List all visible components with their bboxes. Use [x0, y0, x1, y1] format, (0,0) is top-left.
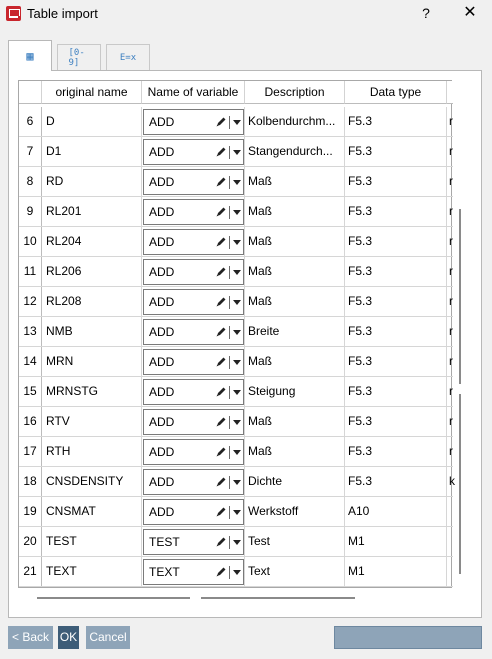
description-cell[interactable]: Text [245, 557, 345, 586]
description-cell[interactable]: Breite [245, 317, 345, 346]
chevron-down-icon[interactable] [233, 480, 241, 485]
extra-column-cell[interactable]: r [449, 444, 453, 458]
chevron-down-icon[interactable] [233, 150, 241, 155]
pencil-icon[interactable] [215, 296, 227, 308]
variable-name-value: ADD [149, 175, 175, 189]
variable-name-cell[interactable] [142, 557, 245, 586]
extra-column-cell[interactable]: r [449, 204, 453, 218]
variable-name-cell[interactable] [142, 107, 245, 136]
table-row[interactable] [19, 347, 453, 377]
data-type-cell[interactable]: M1 [345, 527, 447, 556]
combobox-separator [229, 386, 230, 399]
variable-name-combobox[interactable] [143, 139, 244, 165]
chevron-down-icon[interactable] [233, 570, 241, 575]
variable-name-value: ADD [149, 265, 175, 279]
variable-name-combobox[interactable] [143, 529, 244, 555]
variable-name-combobox[interactable] [143, 169, 244, 195]
variable-name-combobox[interactable] [143, 379, 244, 405]
description-cell[interactable]: Maß [245, 257, 345, 286]
original-name-cell[interactable]: TEST [42, 527, 142, 556]
combobox-separator [229, 416, 230, 429]
variable-name-value: ADD [149, 235, 175, 249]
data-type-cell[interactable]: F5.3 [345, 287, 447, 316]
variable-name-value: ADD [149, 145, 175, 159]
chevron-down-icon[interactable] [233, 180, 241, 185]
combobox-separator [229, 146, 230, 159]
extra-column-cell[interactable]: r [449, 144, 453, 158]
original-name-cell[interactable]: D [42, 107, 142, 136]
variable-name-value: ADD [149, 325, 175, 339]
data-type-cell[interactable]: F5.3 [345, 227, 447, 256]
table-row[interactable] [19, 377, 453, 407]
data-type-cell[interactable]: F5.3 [345, 407, 447, 436]
app-icon [6, 6, 21, 21]
header-original-name[interactable]: original name [42, 81, 142, 104]
description-cell[interactable]: Test [245, 527, 345, 556]
extra-column-cell[interactable]: r [449, 294, 453, 308]
data-type-cell[interactable]: F5.3 [345, 137, 447, 166]
variable-name-value: ADD [149, 445, 175, 459]
variable-name-combobox[interactable] [143, 469, 244, 495]
vertical-scroll-thumb-upper[interactable] [459, 209, 461, 384]
ok-button[interactable]: OK [58, 626, 79, 649]
vertical-scrollbar[interactable] [457, 104, 465, 574]
variable-name-cell[interactable] [142, 497, 245, 526]
extra-column-cell[interactable] [447, 497, 457, 526]
original-name-cell[interactable]: MRNSTG [42, 377, 142, 406]
pencil-icon[interactable] [215, 236, 227, 248]
extra-column-cell[interactable]: k [449, 474, 455, 488]
row-number: 15 [19, 377, 42, 406]
title-bar [0, 0, 492, 28]
pencil-icon[interactable] [215, 356, 227, 368]
table-row[interactable] [19, 107, 453, 137]
chevron-down-icon[interactable] [233, 270, 241, 275]
pencil-icon[interactable] [215, 326, 227, 338]
original-name-cell[interactable]: MRN [42, 347, 142, 376]
variable-name-combobox[interactable] [143, 229, 244, 255]
variable-name-combobox[interactable] [143, 259, 244, 285]
variable-name-cell[interactable] [142, 137, 245, 166]
variable-name-value: ADD [149, 385, 175, 399]
table-row[interactable] [19, 167, 453, 197]
row-number: 7 [19, 137, 42, 166]
table-row[interactable] [19, 257, 453, 287]
table-row[interactable] [19, 437, 453, 467]
chevron-down-icon[interactable] [233, 120, 241, 125]
combobox-separator [229, 266, 230, 279]
description-cell[interactable]: Werkstoff [245, 497, 345, 526]
row-number: 6 [19, 107, 42, 136]
pencil-icon[interactable] [215, 176, 227, 188]
extra-column-cell[interactable]: r [449, 174, 453, 188]
header-data-type[interactable]: Data type [345, 81, 447, 104]
chevron-down-icon[interactable] [233, 420, 241, 425]
table-row[interactable] [19, 467, 453, 497]
pencil-icon[interactable] [215, 206, 227, 218]
extra-column-cell[interactable]: r [449, 114, 453, 128]
variable-name-combobox[interactable] [143, 409, 244, 435]
horizontal-scroll-thumb-left[interactable] [37, 597, 190, 599]
chevron-down-icon[interactable] [233, 540, 241, 545]
original-name-cell[interactable]: RTH [42, 437, 142, 466]
pencil-icon[interactable] [215, 506, 227, 518]
original-name-cell[interactable]: CNSDENSITY [42, 467, 142, 496]
original-name-cell[interactable]: RD [42, 167, 142, 196]
description-cell[interactable]: Maß [245, 437, 345, 466]
data-type-cell[interactable]: A10 [345, 497, 447, 526]
combobox-separator [229, 506, 230, 519]
combobox-separator [229, 446, 230, 459]
variable-name-value: ADD [149, 355, 175, 369]
cancel-button[interactable]: Cancel [86, 626, 130, 649]
variable-name-value: ADD [149, 205, 175, 219]
original-name-cell[interactable]: D1 [42, 137, 142, 166]
description-cell[interactable]: Steigung [245, 377, 345, 406]
pencil-icon[interactable] [215, 446, 227, 458]
description-cell[interactable]: Stangendurch... [245, 137, 345, 166]
variable-name-value: ADD [149, 415, 175, 429]
variable-name-combobox[interactable] [143, 319, 244, 345]
formula-icon: E=x [119, 52, 137, 63]
data-type-cell[interactable]: F5.3 [345, 257, 447, 286]
row-number-header [19, 81, 42, 104]
combobox-separator [229, 236, 230, 249]
combobox-separator [229, 206, 230, 219]
description-cell[interactable]: Maß [245, 227, 345, 256]
row-number: 11 [19, 257, 42, 286]
table-row[interactable] [19, 197, 453, 227]
extra-column-cell[interactable]: r [449, 414, 453, 428]
chevron-down-icon[interactable] [233, 210, 241, 215]
row-number: 16 [19, 407, 42, 436]
row-number: 21 [19, 557, 42, 586]
help-button[interactable]: ? [422, 5, 430, 21]
variable-name-value: TEST [149, 535, 180, 549]
description-cell[interactable]: Maß [245, 347, 345, 376]
variable-name-combobox[interactable] [143, 499, 244, 525]
row-number: 9 [19, 197, 42, 226]
combobox-separator [229, 356, 230, 369]
chevron-down-icon[interactable] [233, 330, 241, 335]
variable-name-cell[interactable] [142, 377, 245, 406]
extra-column-cell[interactable]: r [449, 264, 453, 278]
extra-column-cell[interactable]: r [449, 354, 453, 368]
chevron-down-icon[interactable] [233, 510, 241, 515]
variable-name-value: ADD [149, 295, 175, 309]
row-number: 17 [19, 437, 42, 466]
description-cell[interactable]: Maß [245, 167, 345, 196]
variable-table [18, 80, 455, 588]
data-type-cell[interactable]: F5.3 [345, 167, 447, 196]
data-type-cell[interactable]: F5.3 [345, 197, 447, 226]
variable-name-combobox[interactable] [143, 349, 244, 375]
row-number: 8 [19, 167, 42, 196]
table-row[interactable] [19, 497, 453, 527]
data-type-cell[interactable]: F5.3 [345, 347, 447, 376]
row-number: 10 [19, 227, 42, 256]
pencil-icon[interactable] [215, 416, 227, 428]
description-cell[interactable]: Dichte [245, 467, 345, 496]
variable-name-cell[interactable] [142, 167, 245, 196]
pencil-icon[interactable] [215, 536, 227, 548]
variable-name-cell[interactable] [142, 227, 245, 256]
data-type-cell[interactable]: F5.3 [345, 317, 447, 346]
combobox-separator [229, 296, 230, 309]
data-type-cell[interactable]: F5.3 [345, 437, 447, 466]
variable-name-value: TEXT [149, 565, 180, 579]
table-row[interactable] [19, 227, 453, 257]
table-row[interactable] [19, 527, 453, 557]
row-number: 14 [19, 347, 42, 376]
pencil-icon[interactable] [215, 386, 227, 398]
original-name-cell[interactable]: RL201 [42, 197, 142, 226]
table-grid-icon: ▦ [26, 49, 34, 63]
original-name-cell[interactable]: RL204 [42, 227, 142, 256]
description-cell[interactable]: Kolbendurchm... [245, 107, 345, 136]
pencil-icon[interactable] [215, 266, 227, 278]
description-cell[interactable]: Maß [245, 407, 345, 436]
table-row[interactable] [19, 557, 453, 587]
table-row[interactable] [19, 317, 453, 347]
variable-name-combobox[interactable] [143, 289, 244, 315]
description-cell[interactable]: Maß [245, 197, 345, 226]
combobox-separator [229, 536, 230, 549]
chevron-down-icon[interactable] [233, 450, 241, 455]
horizontal-scroll-thumb-right[interactable] [201, 597, 355, 599]
variable-name-cell[interactable] [142, 287, 245, 316]
chevron-down-icon[interactable] [233, 240, 241, 245]
data-type-cell[interactable]: F5.3 [345, 377, 447, 406]
extra-column-cell[interactable] [447, 527, 457, 556]
extra-column-cell[interactable]: r [449, 234, 453, 248]
tab-number-range[interactable] [57, 44, 101, 70]
extra-column-cell[interactable]: r [449, 324, 453, 338]
variable-name-cell[interactable] [142, 347, 245, 376]
tab-formula[interactable] [106, 44, 150, 70]
vertical-scroll-thumb-lower[interactable] [459, 394, 461, 574]
pencil-icon[interactable] [215, 146, 227, 158]
combobox-separator [229, 116, 230, 129]
original-name-cell[interactable]: CNSMAT [42, 497, 142, 526]
variable-name-combobox[interactable] [143, 109, 244, 135]
variable-name-cell[interactable] [142, 317, 245, 346]
extra-column-cell[interactable] [447, 557, 457, 586]
pencil-icon[interactable] [215, 566, 227, 578]
number-range-icon: [0-9] [68, 47, 85, 68]
variable-name-combobox[interactable] [143, 199, 244, 225]
data-type-cell[interactable]: M1 [345, 557, 447, 586]
row-number: 12 [19, 287, 42, 316]
combobox-separator [229, 476, 230, 489]
tab-table[interactable] [8, 40, 52, 71]
chevron-down-icon[interactable] [233, 390, 241, 395]
variable-name-combobox[interactable] [143, 439, 244, 465]
header-name-of-variable[interactable]: Name of variable [142, 81, 245, 104]
row-number: 20 [19, 527, 42, 556]
row-number: 13 [19, 317, 42, 346]
table-row[interactable] [19, 287, 453, 317]
description-cell[interactable]: Maß [245, 287, 345, 316]
variable-name-value: ADD [149, 475, 175, 489]
extra-column-cell[interactable]: r [449, 384, 453, 398]
original-name-cell[interactable]: NMB [42, 317, 142, 346]
variable-name-cell[interactable] [142, 437, 245, 466]
pencil-icon[interactable] [215, 116, 227, 128]
data-type-cell[interactable]: F5.3 [345, 107, 447, 136]
variable-name-combobox[interactable] [143, 559, 244, 585]
chevron-down-icon[interactable] [233, 360, 241, 365]
original-name-cell[interactable]: RL208 [42, 287, 142, 316]
variable-name-value: ADD [149, 115, 175, 129]
variable-name-cell[interactable] [142, 257, 245, 286]
row-number: 18 [19, 467, 42, 496]
original-name-cell[interactable]: RTV [42, 407, 142, 436]
original-name-cell[interactable]: TEXT [42, 557, 142, 586]
variable-name-value: ADD [149, 505, 175, 519]
data-type-cell[interactable]: F5.3 [345, 467, 447, 496]
pencil-icon[interactable] [215, 476, 227, 488]
combobox-separator [229, 326, 230, 339]
table-row[interactable] [19, 137, 453, 167]
header-extra [447, 81, 453, 104]
chevron-down-icon[interactable] [233, 300, 241, 305]
variable-name-cell[interactable] [142, 527, 245, 556]
close-button[interactable]: ✕ [463, 4, 477, 21]
variable-name-cell[interactable] [142, 407, 245, 436]
window-title: Table import [27, 6, 98, 21]
variable-name-cell[interactable] [142, 197, 245, 226]
header-description[interactable]: Description [245, 81, 345, 104]
combobox-separator [229, 176, 230, 189]
table-row[interactable] [19, 407, 453, 437]
combobox-separator [229, 566, 230, 579]
row-number: 19 [19, 497, 42, 526]
wide-action-button[interactable] [334, 626, 482, 649]
back-button[interactable]: < Back [8, 626, 53, 649]
original-name-cell[interactable]: RL206 [42, 257, 142, 286]
variable-name-cell[interactable] [142, 467, 245, 496]
